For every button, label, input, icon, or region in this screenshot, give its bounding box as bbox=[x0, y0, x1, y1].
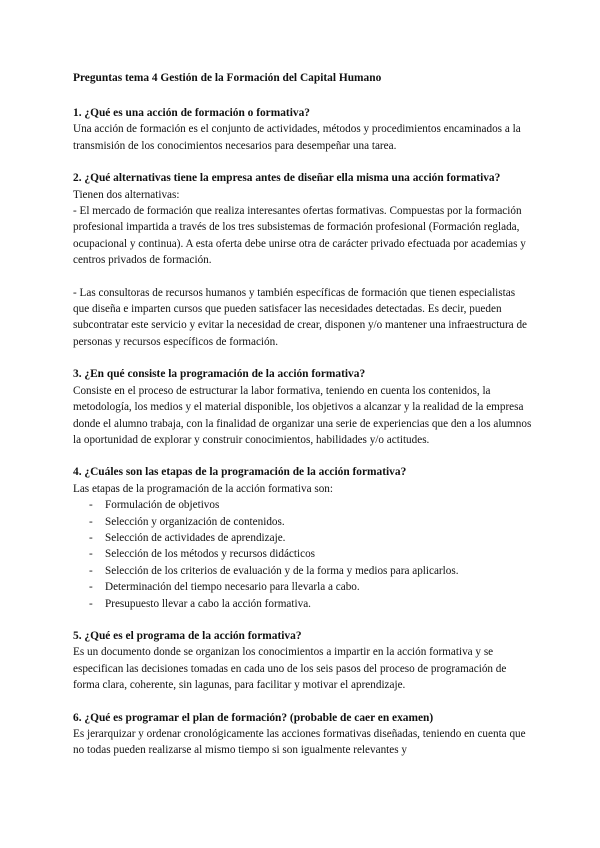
section-2 bbox=[73, 170, 533, 350]
list-item-text: Selección y organización de contenidos. bbox=[105, 515, 285, 528]
list-item bbox=[73, 530, 533, 546]
dash-bullet: - bbox=[89, 564, 93, 577]
list-item-text: Presupuesto llevar a cabo la acción formativa. bbox=[105, 597, 311, 610]
question-5-heading: 5. ¿Qué es el programa de la acción formativa? bbox=[73, 629, 302, 642]
list-item bbox=[73, 514, 533, 530]
dash-bullet: - bbox=[89, 581, 93, 594]
answer-3-paragraph: Consiste en el proceso de estructurar la labor formativa, teniendo en cuenta los contenidos, la metodología, los medios y el material disponible, los objetivos a alcanzar y la realidad de la empresa donde el alumno trabaja, con la finalidad de organizar una serie de experiencias que den a los alumnos la oportunidad de explorar y construir conocimientos, habilidades y/o actitudes. bbox=[73, 384, 532, 446]
list-item-text: Selección de los métodos y recursos didácticos bbox=[105, 548, 316, 561]
list-item bbox=[73, 596, 533, 612]
answer-2-alternative-consultancies: - Las consultoras de recursos humanos y también específicas de formación que tienen especialistas que diseña e imparten cursos que pueden satisfacer las necesidades detectadas. Es decir, pueden subcontratar este servicio y evitar la necesidad de crear, disponen y/o mantener una infraestructura de personas y recursos específicos de formación. bbox=[73, 286, 528, 348]
section-6 bbox=[73, 710, 533, 759]
question-2-heading: 2. ¿Qué alternativas tiene la empresa antes de diseñar ella misma una acción formativa? bbox=[73, 172, 501, 185]
document-title: Preguntas tema 4 Gestión de la Formación del Capital Humano bbox=[73, 72, 382, 84]
list-item-text: Formulación de objetivos bbox=[105, 499, 220, 512]
answer-5-paragraph: Es un documento donde se organizan los conocimientos a impartir en la acción formativa y se especifican las decisiones tomadas en cada uno de los seis pasos del proceso de programación de forma clara, coherente, sin lagunas, para facilitar y motivar el aprendizaje. bbox=[73, 646, 507, 692]
section-1 bbox=[73, 105, 533, 154]
section-3 bbox=[73, 366, 533, 448]
answer-6-paragraph: Es jerarquizar y ordenar cronológicamente las acciones formativas diseñadas, teniendo en cuenta que no todas pueden realizarse al mismo tiempo si son igualmente relevantes y bbox=[73, 728, 526, 757]
question-1-heading: 1. ¿Qué es una acción de formación o formativa? bbox=[73, 107, 310, 119]
dash-bullet: - bbox=[89, 597, 93, 610]
question-3-heading: 3. ¿En qué consiste la programación de la acción formativa? bbox=[73, 368, 366, 381]
dash-bullet: - bbox=[89, 515, 93, 528]
stages-list bbox=[73, 497, 533, 612]
list-item-text: Selección de actividades de aprendizaje. bbox=[105, 531, 286, 544]
dash-bullet: - bbox=[89, 531, 93, 544]
answer-1-paragraph: Una acción de formación es el conjunto de actividades, métodos y procedimientos encaminados a la transmisión de los conocimientos necesarios para desempeñar una tarea. bbox=[73, 123, 521, 152]
list-item bbox=[73, 563, 533, 579]
dash-bullet: - bbox=[89, 548, 93, 561]
list-item-text: Selección de los criterios de evaluación y de la forma y medios para aplicarlos. bbox=[105, 564, 459, 577]
document-page bbox=[73, 70, 533, 775]
list-item bbox=[73, 497, 533, 513]
question-4-heading: 4. ¿Cuáles son las etapas de la programación de la acción formativa? bbox=[73, 466, 407, 479]
question-6-heading: 6. ¿Qué es programar el plan de formación? (probable de caer en examen) bbox=[73, 711, 434, 724]
list-item bbox=[73, 546, 533, 562]
section-4 bbox=[73, 464, 533, 612]
section-5 bbox=[73, 628, 533, 694]
list-item bbox=[73, 579, 533, 595]
answer-2-alternative-market: - El mercado de formación que realiza interesantes ofertas formativas. Compuestas por la formación profesional impartida a través de los tres subsistemas de formación profesional (Formación reglada, ocupacional y continua). A esta oferta debe unirse otra de carácter privado efectuada por academias y centros privados de formación. bbox=[73, 205, 526, 267]
dash-bullet: - bbox=[89, 499, 93, 512]
list-item-text: Determinación del tiempo necesario para llevarla a cabo. bbox=[105, 581, 360, 594]
answer-2-intro: Tienen dos alternativas: bbox=[73, 188, 180, 201]
answer-4-intro: Las etapas de la programación de la acción formativa son: bbox=[73, 482, 334, 495]
paragraph-spacer bbox=[73, 269, 533, 285]
